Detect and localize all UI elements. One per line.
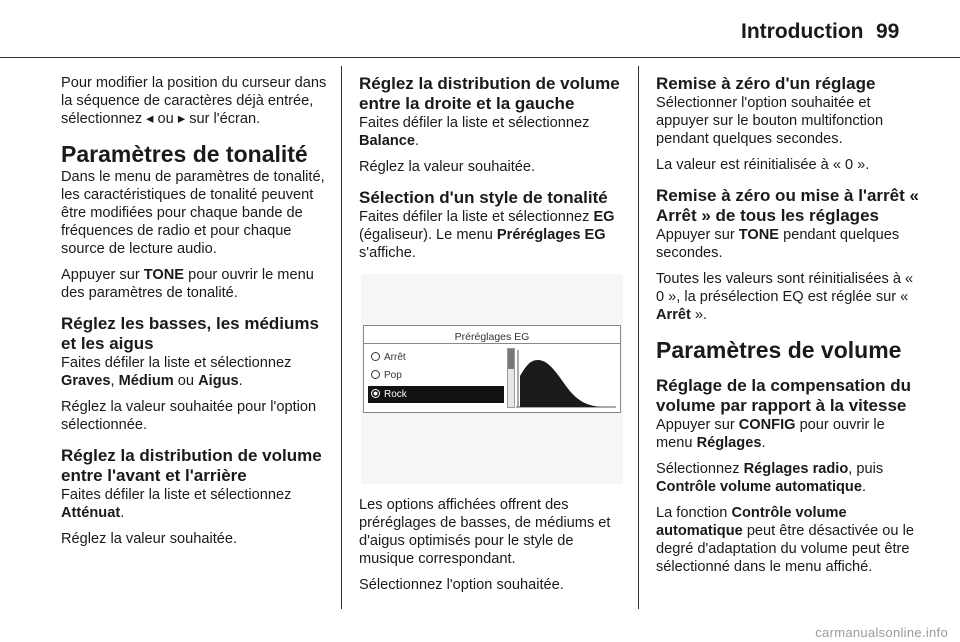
reset-setting-paragraph: Sélectionner l'option souhaitée et appuyer sur le bouton multifonction pendant quelques secondes. (656, 95, 884, 147)
radio-off-icon (371, 352, 380, 361)
column-2 (359, 74, 625, 602)
set-value-paragraph: Réglez la valeur souhaitée pour l'option sélectionnée. (61, 399, 317, 433)
fader-value-paragraph: Réglez la valeur souhaitée. (61, 531, 238, 547)
eq-paragraph: Faites défiler la liste et sélectionnez EG (égaliseur). Le menu Préréglages EG s'affiche. (359, 209, 615, 261)
balance-value-paragraph: Réglez la valeur souhaitée. (359, 159, 536, 175)
page-title: Introduction (741, 20, 864, 43)
preset-pop[interactable]: Pop (368, 367, 504, 384)
page-number: 99 (876, 20, 900, 43)
heading-tone-style: Sélection d'un style de tonalité (359, 188, 608, 207)
auto-volume-paragraph: La fonction Contrôle volume automatique peut être désactivée ou le degré d'adaptation du volume peut être sélectionné dans le menu affiché. (656, 505, 914, 575)
heading-tone-settings: Paramètres de tonalité (61, 141, 308, 167)
column-divider-1 (341, 66, 342, 609)
tone-button-paragraph: Appuyer sur TONE pour ouvrir le menu des paramètres de tonalité. (61, 267, 314, 301)
column-divider-2 (638, 66, 639, 609)
column-1 (61, 74, 327, 556)
radio-off-icon (371, 370, 380, 379)
config-paragraph: Appuyer sur CONFIG pour ouvrir le menu Réglages. (656, 417, 885, 451)
cursor-paragraph: Pour modifier la position du curseur dans la séquence de caractères déjà entrée, sélectionnez ◂ ou ▸ sur l'écran. (61, 75, 327, 127)
radio-on-icon (371, 389, 380, 398)
eq-curve-graphic (516, 346, 616, 408)
preset-scrollbar[interactable] (507, 348, 515, 408)
radio-settings-paragraph: Sélectionnez Réglages radio, puis Contrôle volume automatique. (656, 461, 884, 495)
heading-speed-compensation: Réglage de la compensation du volume par rapport à la vitesse (656, 376, 912, 415)
preset-rock[interactable]: Rock (368, 386, 504, 403)
header-rule (0, 57, 960, 58)
eq-presets-figure (361, 274, 623, 484)
heading-balance: Réglez la distribution de volume entre la droite et la gauche (359, 74, 620, 113)
column-3 (656, 74, 924, 584)
watermark: carmanualsonline.info (815, 625, 948, 640)
presets-description-paragraph: Les options affichées offrent des préréglages de basses, de médiums et d'aigus optimisés pour le style de musique correspondant. (359, 497, 611, 567)
heading-reset-setting: Remise à zéro d'un réglage (656, 74, 876, 93)
heading-fader: Réglez la distribution de volume entre l'avant et l'arrière (61, 446, 322, 485)
eq-screen-title: Préréglages EG (454, 331, 530, 343)
heading-reset-all: Remise à zéro ou mise à l'arrêt « Arrêt » de tous les réglages (656, 186, 919, 225)
balance-paragraph: Faites défiler la liste et sélectionnez Balance. (359, 115, 590, 149)
heading-volume-settings: Paramètres de volume (656, 337, 902, 363)
eq-presets-screen (363, 325, 621, 413)
fader-paragraph: Faites défiler la liste et sélectionnez Atténuat. (61, 487, 292, 521)
page-header (0, 0, 960, 56)
reset-all-paragraph: Appuyer sur TONE pendant quelques secondes. (656, 227, 900, 261)
select-option-paragraph: Sélectionnez l'option souhaitée. (359, 577, 564, 593)
heading-bass-mid-treble: Réglez les basses, les médiums et les aigus (61, 314, 319, 353)
screen-title-rule (364, 343, 620, 344)
bass-mid-treble-paragraph: Faites défiler la liste et sélectionnez Graves, Médium ou Aigus. (61, 355, 292, 389)
preset-arret[interactable]: Arrêt (368, 349, 504, 366)
reset-all-result-paragraph: Toutes les valeurs sont réinitialisées à « 0 », la présélection EQ est réglée sur « Arrêt ». (656, 271, 914, 323)
tone-intro-paragraph: Dans le menu de paramètres de tonalité, les caractéristiques de tonalité peuvent être modifiées pour chaque bande de fréquences de radio et pour chaque source de lecture audio. (61, 169, 325, 257)
scrollbar-thumb[interactable] (508, 349, 514, 369)
reset-value-paragraph: La valeur est réinitialisée à « 0 ». (656, 157, 870, 173)
